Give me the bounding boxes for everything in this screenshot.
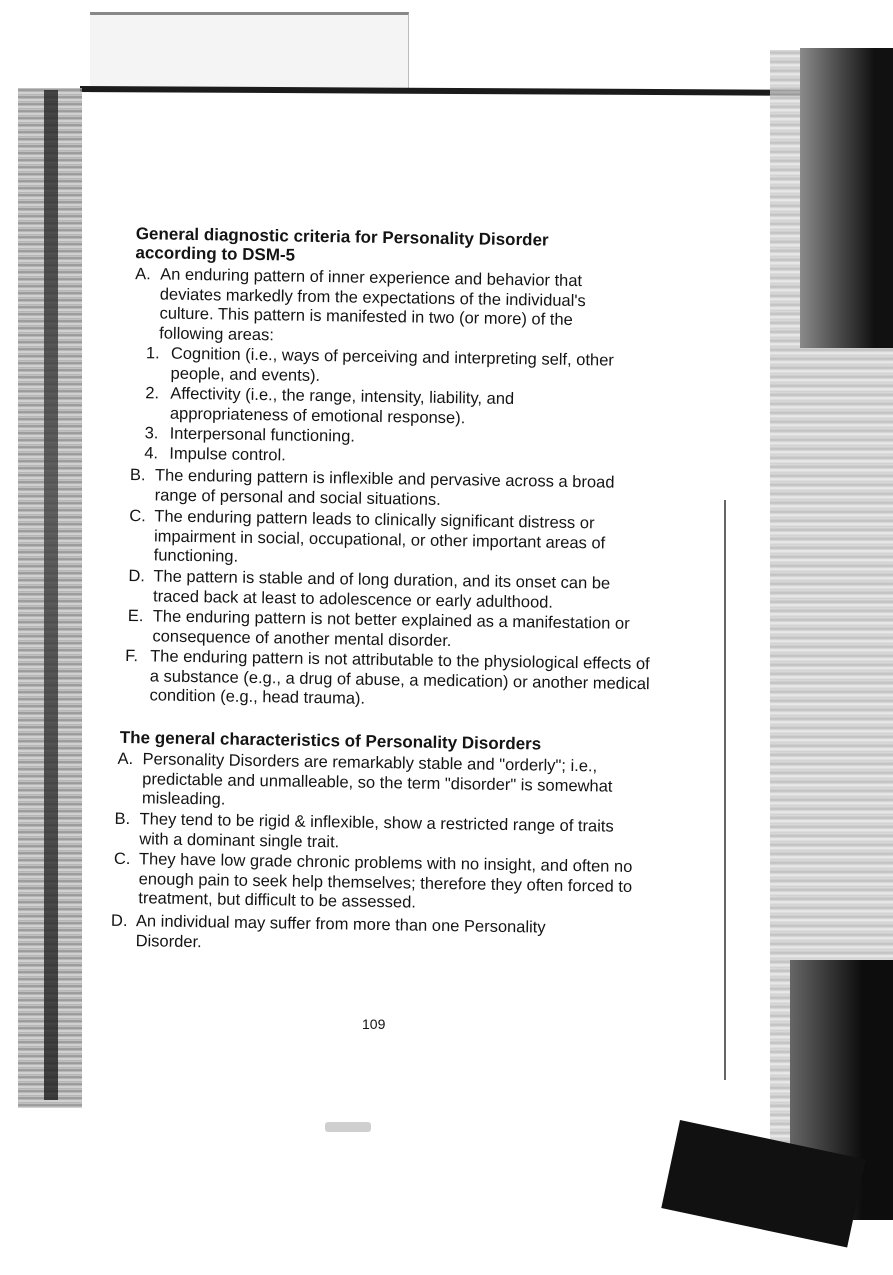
- list-marker: 1.: [145, 344, 160, 363]
- list-text: Cognition (i.e., ways of perceiving and interpreting self, other people, and events).: [170, 344, 614, 385]
- list-marker: C.: [129, 507, 146, 526]
- list-marker: A.: [117, 749, 134, 769]
- list-text: Personality Disorders are remarkably stable and "orderly"; i.e., predictable and unmalleable, so the term "disorder" is somewhat misleading.: [141, 750, 613, 809]
- list-marker: B.: [114, 809, 131, 829]
- list-marker: 3.: [144, 424, 159, 443]
- list-marker: B.: [129, 466, 146, 485]
- characteristic-d: [111, 912, 612, 959]
- list-marker: D.: [110, 911, 128, 931]
- list-marker: F.: [125, 646, 139, 666]
- criterion-b: [130, 466, 621, 513]
- list-marker: D.: [128, 567, 146, 586]
- list-marker: E.: [127, 607, 144, 626]
- list-text: They have low grade chronic problems with no insight, and often no enough pain to seek help themselves; therefore they often forced to treatment, but difficult to be assessed.: [138, 850, 633, 912]
- list-marker: 2.: [145, 384, 160, 403]
- list-marker: C.: [113, 849, 131, 869]
- scan-smudge: [325, 1122, 371, 1132]
- characteristic-a: [117, 750, 623, 816]
- characteristic-b: [114, 810, 630, 857]
- criterion-d: [128, 567, 644, 614]
- area-1: [145, 344, 616, 390]
- criterion-e: [127, 607, 633, 654]
- list-text: Interpersonal functioning.: [169, 424, 356, 446]
- section-title-characteristics: The general characteristics of Personality Disorders: [119, 727, 542, 754]
- list-text: Impulse control.: [169, 444, 286, 465]
- area-2: [145, 384, 616, 430]
- characteristic-c: [113, 850, 644, 917]
- criterion-a: [134, 265, 640, 351]
- list-text: The enduring pattern leads to clinically significant distress or impairment in social, occupational, or other important areas of functioning.: [153, 507, 606, 566]
- list-text: Affectivity (i.e., the range, intensity, liability, and appropriateness of emotional response).: [169, 384, 515, 427]
- section-title-dsm5: General diagnostic criteria for Personality Disorder according to DSM-5: [135, 224, 549, 265]
- page-number: 109: [362, 1016, 386, 1032]
- list-text: An individual may suffer from more than one Personality Disorder.: [135, 912, 546, 951]
- criterion-f: [124, 647, 650, 714]
- list-text: The enduring pattern is not attributable to the physiological effects of a substance (e.g., a drug of abuse, a medication) or another medical condition (e.g., head trauma).: [149, 647, 650, 708]
- list-text: The enduring pattern is inflexible and pervasive across a broad range of personal and social situations.: [154, 466, 615, 509]
- list-marker: A.: [135, 265, 151, 284]
- list-text: They tend to be rigid & inflexible, show a restricted range of traits with a dominant single trait.: [139, 810, 614, 851]
- criterion-c: [129, 507, 655, 574]
- list-marker: 4.: [144, 444, 159, 463]
- list-text: The enduring pattern is not better explained as a manifestation or consequence of another mental disorder.: [152, 607, 630, 650]
- list-text: The pattern is stable and of long duration, and its onset can be traced back at least to adolescence or early adulthood.: [152, 567, 611, 612]
- list-text: An enduring pattern of inner experience and behavior that deviates markedly from the expectations of the individual's culture. This pattern is manifested in two (or more) of the following areas:: [159, 265, 586, 344]
